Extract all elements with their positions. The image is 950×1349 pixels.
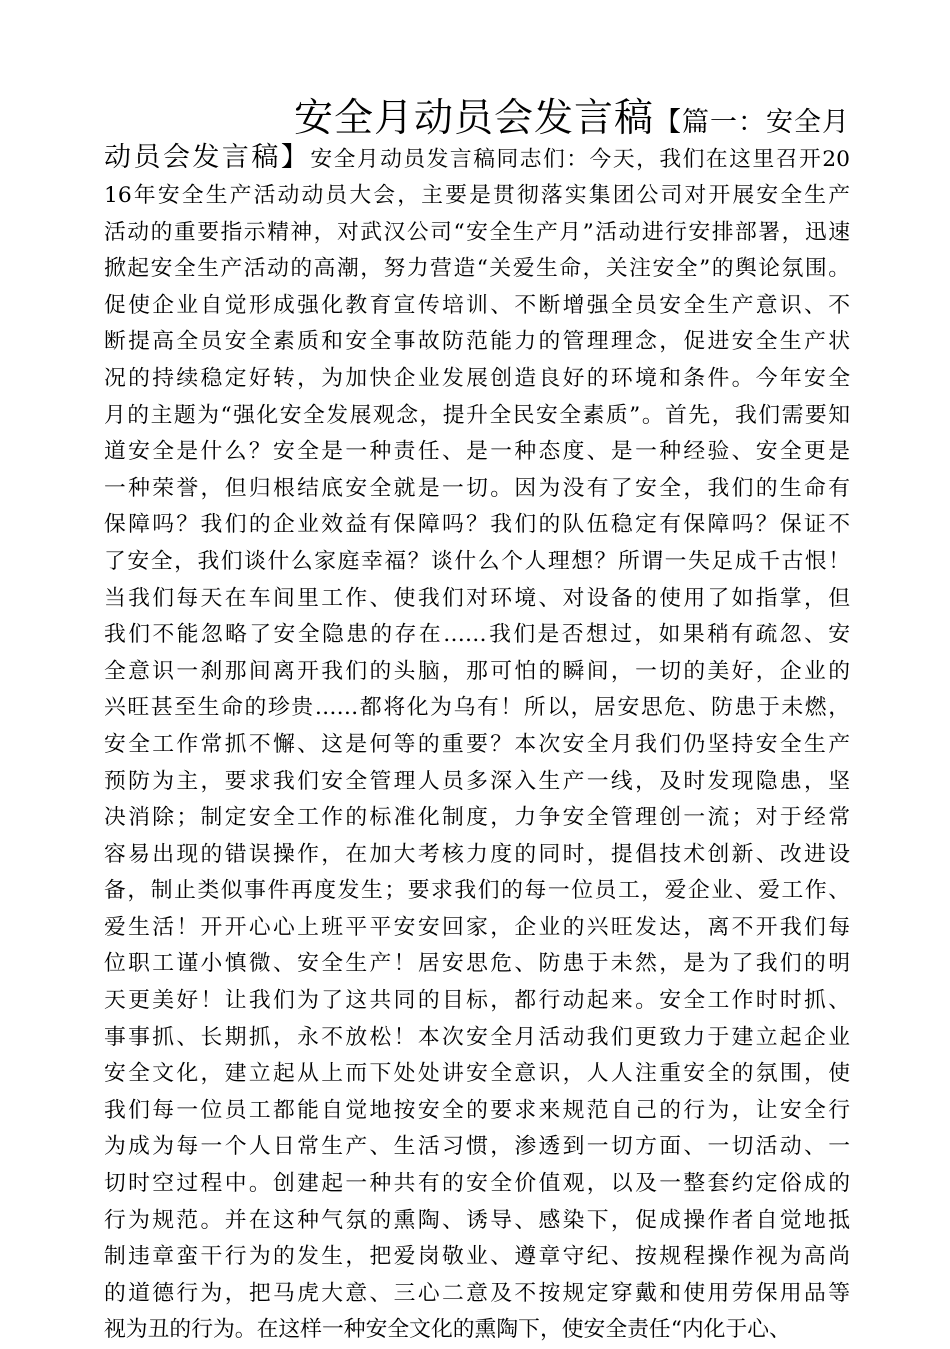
title-continuation: 动员会发言稿】 [104,142,311,173]
text-line: 月的主题为“强化安全发展观念，提升全民安全素质”。首先，我们需要知 [104,402,850,428]
text-line: 我们不能忽略了安全隐患的存在……我们是否想过，如果稍有疏忽、安 [104,622,850,648]
text-line: 我们每一位员工都能自觉地按安全的要求来规范自己的行为，让安全行 [104,1097,850,1123]
text-line: 道安全是什么？安全是一种责任、是一种态度、是一种经验、安全更是 [104,439,850,465]
text-line: 了安全，我们谈什么家庭幸福？谈什么个人理想？所谓一失足成千古恨！ [104,548,850,574]
text-line-content: 安全月动员发言稿同志们：今天，我们在这里召开20 [310,147,850,172]
text-line: 行为规范。并在这种气氛的熏陶、诱导、感染下，促成操作者自觉地抵 [104,1207,850,1233]
text-line: 保障吗？我们的企业效益有保障吗？我们的队伍稳定有保障吗？保证不 [104,512,850,538]
text-line: 爱生活！开开心心上班平平安安回家，企业的兴旺发达，离不开我们每 [104,914,850,940]
text-line: 为成为每一个人日常生产、生活习惯，渗透到一切方面、一切活动、一 [104,1134,850,1160]
text-line: 断提高全员安全素质和安全事故防范能力的管理理念，促进安全生产状 [104,329,850,355]
text-line [104,138,850,178]
title-main: 安全月动员会发言稿 [293,96,654,141]
text-line: 位职工谨小慎微、安全生产！居安思危、防患于未然，是为了我们的明 [104,951,850,977]
text-line: 决消除；制定安全工作的标准化制度，力争安全管理创一流；对于经常 [104,805,850,831]
document-body [104,138,850,1349]
title-sub: 【篇一：安全月 [654,107,850,138]
text-line: 16年安全生产活动动员大会，主要是贯彻落实集团公司对开展安全生产 [104,183,850,208]
text-line: 兴旺甚至生命的珍贵……都将化为乌有！所以，居安思危、防患于未燃， [104,695,850,721]
text-line: 促使企业自觉形成强化教育宣传培训、不断增强全员安全生产意识、不 [104,292,850,318]
text-line: 活动的重要指示精神，对武汉公司“安全生产月”活动进行安排部署，迅速 [104,219,850,245]
text-line: 的道德行为，把马虎大意、三心二意及不按规定穿戴和使用劳保用品等 [104,1280,850,1306]
text-line: 切时空过程中。创建起一种共有的安全价值观，以及一整套约定俗成的 [104,1171,850,1197]
text-line: 视为丑的行为。在这样一种安全文化的熏陶下，使安全责任“内化于心、 [104,1317,791,1343]
text-line: 安全工作常抓不懈、这是何等的重要？本次安全月我们仍坚持安全生产 [104,731,850,757]
text-line: 备，制止类似事件再度发生；要求我们的每一位员工，爱企业、爱工作、 [104,878,850,904]
document-title [104,96,850,142]
text-line: 容易出现的错误操作，在加大考核力度的同时，提倡技术创新、改进设 [104,841,850,867]
text-line: 制违章蛮干行为的发生，把爱岗敬业、遵章守纪、按规程操作视为高尚 [104,1244,850,1270]
text-line: 事事抓、长期抓，永不放松！本次安全月活动我们更致力于建立起企业 [104,1024,850,1050]
text-line: 全意识一刹那间离开我们的头脑，那可怕的瞬间，一切的美好，企业的 [104,658,850,684]
text-line: 预防为主，要求我们安全管理人员多深入生产一线，及时发现隐患，坚 [104,768,850,794]
text-line: 掀起安全生产活动的高潮，努力营造“关爱生命，关注安全”的舆论氛围。 [104,256,850,282]
text-line: 当我们每天在车间里工作、使我们对环境、对设备的使用了如指掌，但 [104,585,850,611]
text-line: 天更美好！让我们为了这共同的目标，都行动起来。安全工作时时抓、 [104,988,850,1014]
text-line: 一种荣誉，但归根结底安全就是一切。因为没有了安全，我们的生命有 [104,475,850,501]
text-line: 况的持续稳定好转，为加快企业发展创造良好的环境和条件。今年安全 [104,365,850,391]
text-line: 安全文化，建立起从上而下处处讲安全意识，人人注重安全的氛围，使 [104,1061,850,1087]
